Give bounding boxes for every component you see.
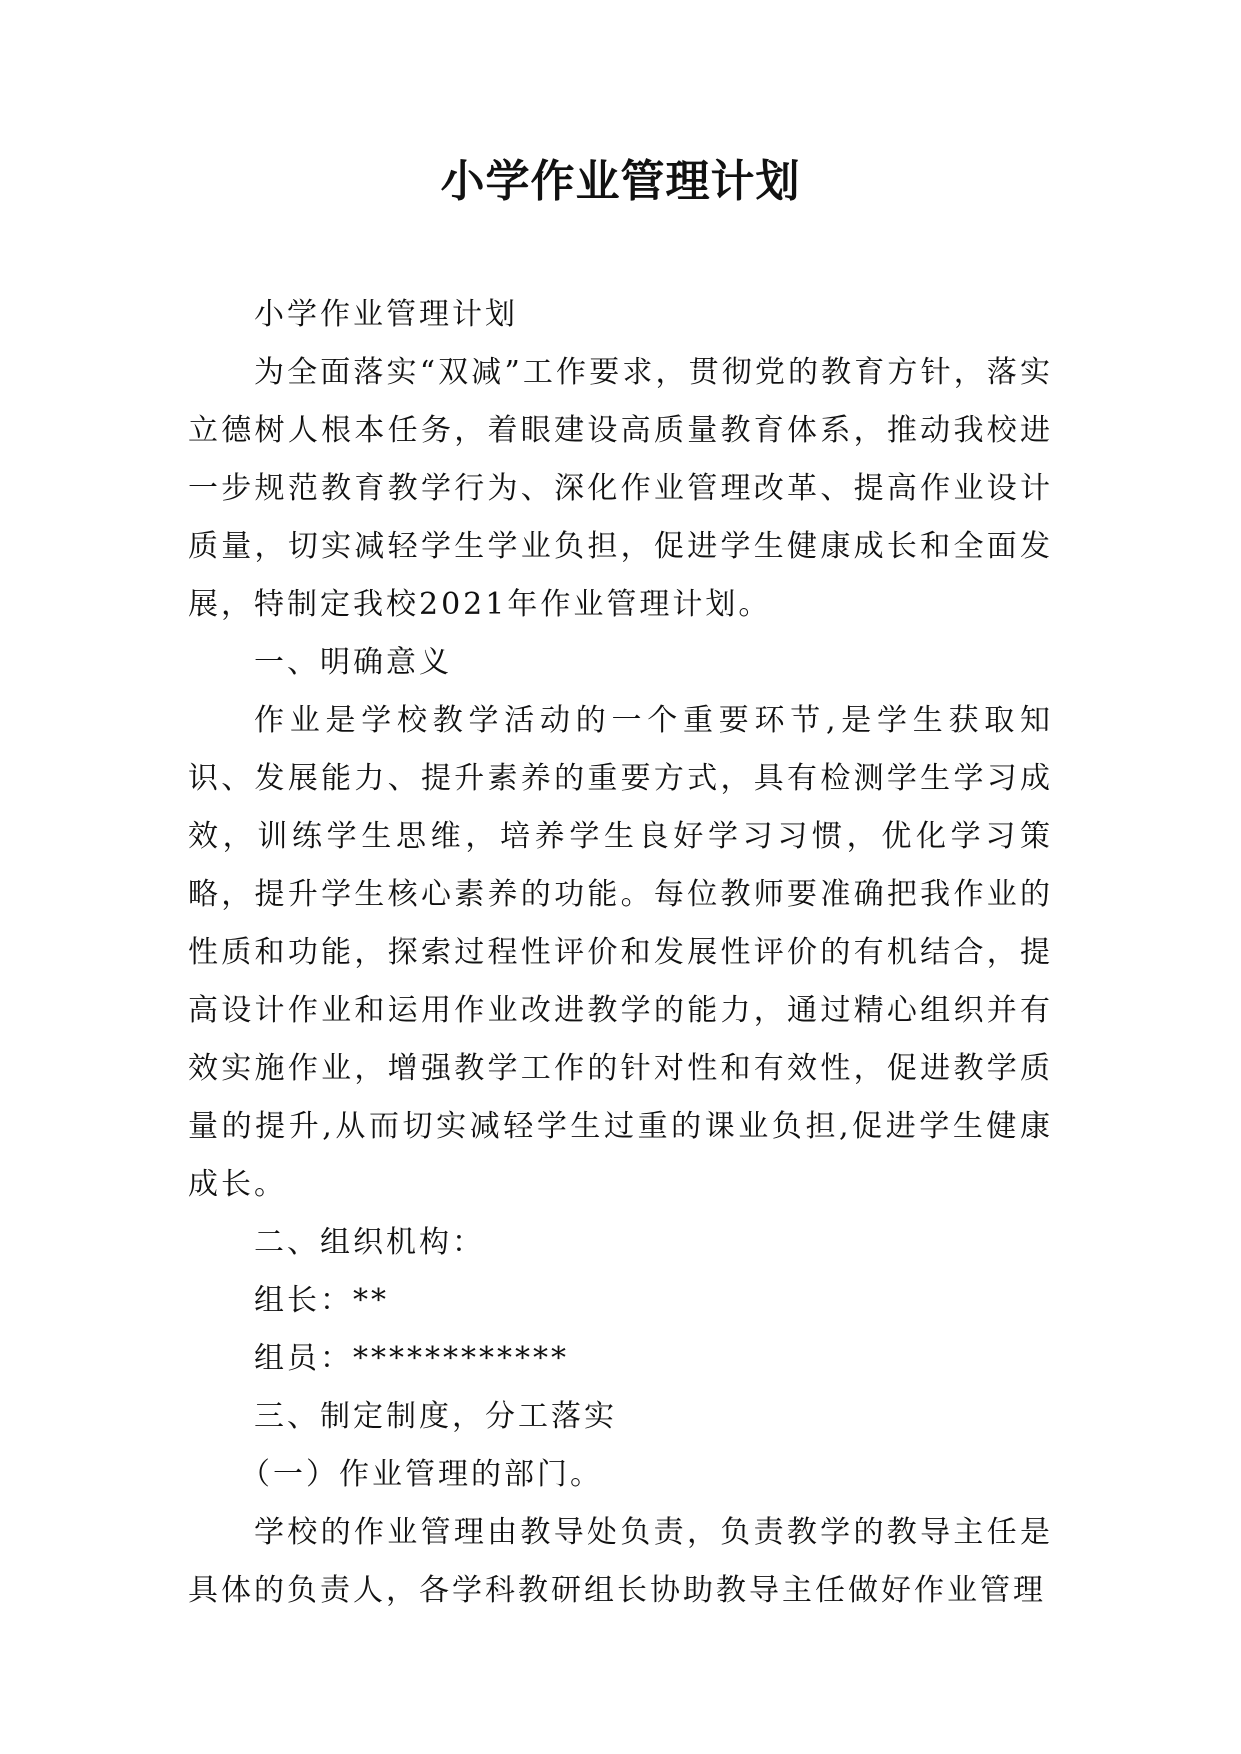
subsection-heading-1: （一）作业管理的部门。 xyxy=(240,1457,603,1492)
section-heading-1: 一、明确意义 xyxy=(254,645,452,680)
document-body xyxy=(188,286,1053,1620)
paragraph-intro: 为全面落实“双减”工作要求，贯彻党的教育方针，落实立德树人根本任务，着眼建设高质量教育体系，推动我校进一步规范教育教学行为、深化作业管理改革、提高作业设计质量，切实减轻学生学业负担，促进学生健康成长和全面发展，特制定我校2021年作业管理计划。 xyxy=(188,355,1053,622)
paragraph-heading: 小学作业管理计划 xyxy=(254,297,518,332)
group-members-line: 组员：************ xyxy=(254,1341,569,1376)
group-leader-line: 组长：** xyxy=(254,1283,389,1318)
section-heading-3: 三、制定制度，分工落实 xyxy=(254,1399,617,1434)
paragraph-management-department: 学校的作业管理由教导处负责，负责教学的教导主任是具体的负责人，各学科教研组长协助教导主任做好作业管理 xyxy=(188,1515,1053,1608)
document-title: 小学作业管理计划 xyxy=(440,156,801,207)
section-heading-2: 二、组织机构： xyxy=(254,1225,485,1260)
paragraph-significance: 作业是学校教学活动的一个重要环节,是学生获取知识、发展能力、提升素养的重要方式，具有检测学生学习成效，训练学生思维，培养学生良好学习习惯，优化学习策略，提升学生核心素养的功能。每位教师要准确把我作业的性质和功能，探索过程性评价和发展性评价的有机结合，提高设计作业和运用作业改进教学的能力，通过精心组织并有效实施作业，增强教学工作的针对性和有效性，促进教学质量的提升,从而切实减轻学生过重的课业负担,促进学生健康成长。 xyxy=(188,703,1053,1202)
